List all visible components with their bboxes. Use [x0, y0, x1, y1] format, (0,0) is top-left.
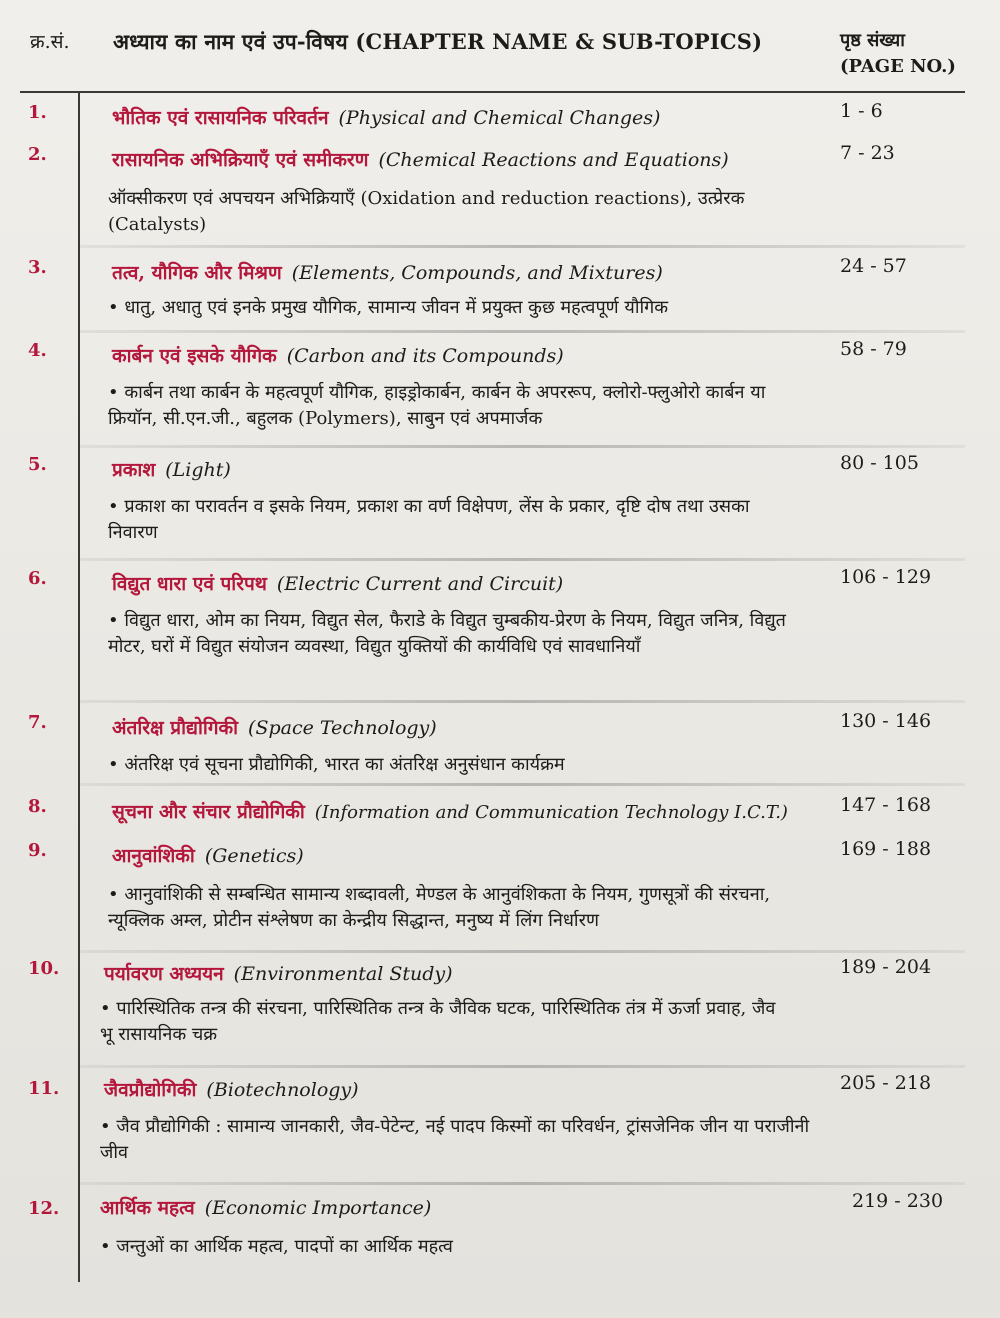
- chapter-title: [112, 570, 563, 596]
- row-separator: [80, 700, 965, 703]
- chapter-title: [112, 146, 729, 172]
- chapter-number: 10.: [28, 958, 60, 979]
- chapter-number: 12.: [28, 1198, 60, 1219]
- chapter-subtopics: • प्रकाश का परावर्तन व इसके नियम, प्रकाश का वर्ण विक्षेपण, लेंस के प्रकार, दृष्टि दोष तथा उसका निवारण: [108, 496, 750, 543]
- chapter-number: 11.: [28, 1078, 60, 1099]
- chapter-subtopics: • पारिस्थितिक तन्त्र की संरचना, पारिस्थितिक तन्त्र के जैविक घटक, पारिस्थितिक तंत्र में ऊर्जा प्रवाह, जैव भू रासायनिक चक्र: [100, 998, 776, 1045]
- chapter-title-en: (Environmental Study): [233, 963, 453, 985]
- chapter-title-hi: प्रकाश: [112, 459, 156, 481]
- chapter-subtopics: • आनुवांशिकी से सम्बन्धित सामान्य शब्दावली, मेण्डल के आनुवंशिकता के नियम, गुणसूत्रों की संरचना, न्यूक्लिक अम्ल, प्रोटीन संश्लेषण का केन्द्रीय सिद्धान्त, मनुष्य में लिंग निर्धारण: [108, 884, 771, 931]
- column-divider: [78, 92, 80, 1282]
- chapter-pages: 7 - 23: [840, 142, 895, 164]
- chapter-subtopics: • धातु, अधातु एवं इनके प्रमुख यौगिक, सामान्य जीवन में प्रयुक्त कुछ महत्वपूर्ण यौगिक: [108, 297, 669, 318]
- chapter-number: 5.: [28, 454, 47, 475]
- chapter-title-hi: आर्थिक महत्व: [100, 1197, 195, 1219]
- chapter-title: [104, 1076, 359, 1102]
- row-separator: [80, 783, 965, 786]
- row-separator: [80, 330, 965, 333]
- chapter-title: [112, 714, 437, 740]
- row-separator: [80, 558, 965, 561]
- page-column-header-hi: पृष्ठ संख्या: [840, 30, 905, 51]
- header-rule: [20, 91, 965, 93]
- chapter-title: [112, 104, 660, 130]
- chapter-title-hi: भौतिक एवं रासायनिक परिवर्तन: [112, 107, 329, 129]
- chapter-number: 4.: [28, 340, 47, 361]
- chapter-title: [112, 798, 788, 824]
- chapter-subtopics: • अंतरिक्ष एवं सूचना प्रौद्योगिकी, भारत का अंतरिक्ष अनुसंधान कार्यक्रम: [108, 754, 565, 775]
- chapter-title-en: (Biotechnology): [206, 1079, 359, 1101]
- chapter-pages: 205 - 218: [840, 1072, 932, 1094]
- chapter-pages: 58 - 79: [840, 338, 907, 360]
- row-separator: [80, 1065, 965, 1068]
- chapter-pages: 169 - 188: [840, 838, 932, 860]
- chapter-subtopics: • विद्युत धारा, ओम का नियम, विद्युत सेल, फैराडे के विद्युत चुम्बकीय-प्रेरण के नियम, विद्युत जनित्र, विद्युत मोटर, घरों में विद्युत संयोजन व्यवस्था, विद्युत युक्तियों की कार्यविधि एवं सावधानियाँ: [108, 610, 786, 657]
- chapter-title-en: (Electric Current and Circuit): [276, 573, 564, 595]
- chapter-number: 2.: [28, 144, 47, 165]
- chapter-title-hi: अंतरिक्ष प्रौद्योगिकी: [112, 717, 239, 739]
- chapter-number: 9.: [28, 840, 47, 861]
- chapter-title-hi: विद्युत धारा एवं परिपथ: [112, 573, 267, 595]
- row-separator: [80, 245, 965, 248]
- chapter-subtopics: • कार्बन तथा कार्बन के महत्वपूर्ण यौगिक, हाइड्रोकार्बन, कार्बन के अपररूप, क्लोरो-फ्लुओरो कार्बन या फ्रियॉन, सी.एन.जी., बहुलक (Polymers), साबुन एवं अपमार्जक: [108, 382, 766, 429]
- chapter-title-hi: रासायनिक अभिक्रियाएँ एवं समीकरण: [112, 149, 369, 171]
- row-separator: [80, 445, 965, 448]
- chapter-number: 8.: [28, 796, 47, 817]
- chapter-column-header: अध्याय का नाम एवं उप-विषय (CHAPTER NAME & SUB-TOPICS): [113, 29, 763, 54]
- chapter-title-hi: तत्व, यौगिक और मिश्रण: [112, 262, 282, 284]
- chapter-title-hi: पर्यावरण अध्ययन: [104, 963, 224, 985]
- chapter-pages: 189 - 204: [840, 956, 932, 978]
- chapter-pages: 147 - 168: [840, 794, 932, 816]
- page-column-header: [840, 28, 956, 80]
- chapter-title-en: (Light): [165, 459, 231, 481]
- chapter-pages: 130 - 146: [840, 710, 932, 732]
- chapter-number: 6.: [28, 568, 47, 589]
- chapter-title-hi: आनुवांशिकी: [112, 845, 195, 867]
- chapter-title-hi: जैवप्रौद्योगिकी: [104, 1079, 197, 1101]
- chapter-title: [112, 342, 564, 368]
- chapter-title-en: (Physical and Chemical Changes): [338, 107, 661, 129]
- page-column-header-en: (PAGE NO.): [840, 56, 956, 77]
- chapter-title-en: (Information and Communication Technology I.C.T.): [314, 802, 788, 823]
- row-separator: [80, 950, 965, 953]
- chapter-title: [104, 960, 453, 986]
- chapter-subtopics: • जन्तुओं का आर्थिक महत्व, पादपों का आर्थिक महत्व: [100, 1236, 453, 1257]
- chapter-subtopics: • जैव प्रौद्योगिकी : सामान्य जानकारी, जैव-पेटेन्ट, नई पादप किस्मों का परिवर्धन, ट्रांसजेनिक जीन या पराजीनी जीव: [100, 1116, 810, 1163]
- chapter-title: [112, 842, 304, 868]
- chapter-title: [100, 1194, 431, 1220]
- row-separator: [80, 1182, 965, 1185]
- chapter-title-hi: कार्बन एवं इसके यौगिक: [112, 345, 277, 367]
- chapter-pages: 1 - 6: [840, 100, 883, 122]
- chapter-title-en: (Economic Importance): [204, 1197, 432, 1219]
- chapter-title: [112, 456, 231, 482]
- chapter-pages: 80 - 105: [840, 452, 919, 474]
- chapter-title-en: (Chemical Reactions and Equations): [378, 149, 729, 171]
- chapter-subtopics: ऑक्सीकरण एवं अपचयन अभिक्रियाएँ (Oxidation and reduction reactions), उत्प्रेरक (Catalysts): [108, 188, 745, 235]
- chapter-number: 1.: [28, 102, 47, 123]
- serial-column-header: क्र.सं.: [30, 31, 70, 53]
- chapter-title-en: (Carbon and its Compounds): [286, 345, 564, 367]
- chapter-title-en: (Elements, Compounds, and Mixtures): [291, 262, 663, 284]
- chapter-title: [112, 259, 663, 285]
- chapter-pages: 24 - 57: [840, 255, 907, 277]
- chapter-pages: 219 - 230: [852, 1190, 944, 1212]
- chapter-pages: 106 - 129: [840, 566, 932, 588]
- chapter-title-en: (Genetics): [204, 845, 304, 867]
- chapter-number: 7.: [28, 712, 47, 733]
- chapter-title-en: (Space Technology): [248, 717, 437, 739]
- chapter-title-hi: सूचना और संचार प्रौद्योगिकी: [112, 801, 305, 823]
- chapter-number: 3.: [28, 257, 47, 278]
